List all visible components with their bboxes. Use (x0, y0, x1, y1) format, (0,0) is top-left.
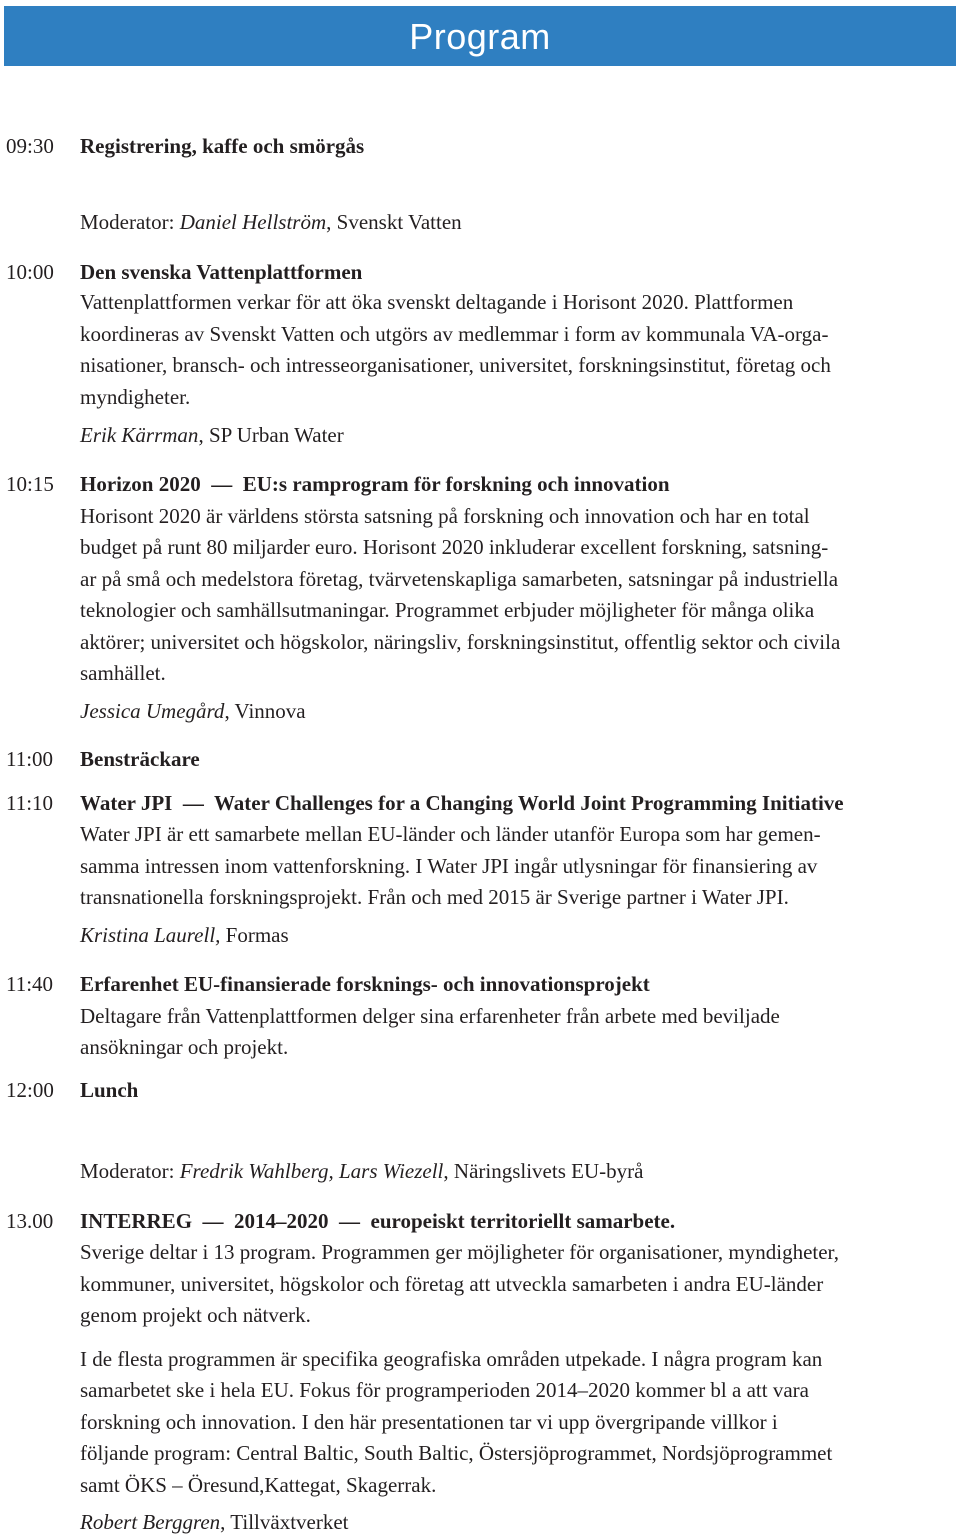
description-line: aktörer; universitet och högskolor, näringsliv, forskningsinstitut, offentlig sektor och civila (80, 630, 841, 654)
speaker-name: Robert Berggren (80, 1510, 221, 1534)
description-line: följande program: Central Baltic, South Baltic, Östersjöprogrammet, Nordsjöprogrammet (80, 1441, 833, 1465)
time-1200: 12:00 (6, 1078, 54, 1102)
header-banner (4, 6, 956, 66)
time-1140: 11:40 (6, 972, 54, 996)
speaker-name: Jessica Umegård (80, 699, 225, 723)
speaker-line (80, 919, 289, 951)
time-0930: 09:30 (6, 134, 54, 158)
item-title: Horizon 2020 — EU:s ramprogram för forskning och innovation (80, 472, 670, 496)
time-1100: 11:00 (6, 747, 54, 771)
description-line: koordineras av Svenskt Vatten och utgörs av medlemmar i form av kommunala VA-orga- (80, 322, 829, 346)
description-line: samhället. (80, 661, 166, 685)
time-1015: 10:15 (6, 472, 54, 496)
item-title: Water JPI — Water Challenges for a Changing World Joint Programming Initiative (80, 791, 844, 815)
description-line: I de flesta programmen är specifika geografiska områden utpekade. I några program kan (80, 1347, 823, 1371)
description-line: samt ÖKS – Öresund,Kattegat, Skagerrak. (80, 1473, 437, 1497)
item-title: Registrering, kaffe och smörgås (80, 134, 365, 158)
description-line: Vattenplattformen verkar för att öka svenskt deltagande i Horisont 2020. Plattformen (80, 290, 794, 314)
item-title: Bensträckare (80, 747, 200, 771)
item-title: Erfarenhet EU-finansierade forsknings- och innovationsprojekt (80, 972, 650, 996)
description-line: genom projekt och nätverk. (80, 1303, 311, 1327)
time-1300: 13.00 (6, 1209, 54, 1233)
description-line: transnationella forskningsprojekt. Från och med 2015 är Sverige partner i Water JPI. (80, 885, 789, 909)
description-line: Sverige deltar i 13 program. Programmen ger möjligheter för organisationer, myndigheter, (80, 1240, 839, 1264)
item-title: Lunch (80, 1078, 139, 1102)
speaker-line (80, 695, 306, 727)
description-line: Horisont 2020 är världens största satsning på forskning och innovation och har en total (80, 504, 810, 528)
description-line: samarbetet ske i hela EU. Fokus för programperioden 2014–2020 kommer bl a att vara (80, 1378, 809, 1402)
description-line: forskning och innovation. I den här presentationen tar vi upp övergripande villkor i (80, 1410, 778, 1434)
speaker-line (80, 1506, 349, 1538)
speaker-org: Formas (220, 923, 289, 947)
speaker-line (80, 419, 344, 451)
moderator-label: Moderator: (80, 210, 180, 234)
time-1110: 11:10 (6, 791, 54, 815)
description-line: kommuner, universitet, högskolor och företag att utveckla samarbeten i andra EU-länder (80, 1272, 824, 1296)
moderator-line (80, 206, 462, 238)
description-line: teknologier och samhällsutmaningar. Programmet erbjuder möjligheter för många olika (80, 598, 815, 622)
moderator-org: , Näringslivets EU-byrå (443, 1159, 644, 1183)
description-line: Deltagare från Vattenplattformen delger sina erfarenheter från arbete med beviljade (80, 1004, 780, 1028)
item-title: Den svenska Vattenplattformen (80, 260, 363, 284)
item-title: INTERREG — 2014–2020 — europeiskt territoriellt samarbete. (80, 1209, 676, 1233)
speaker-org: , Vinnova (224, 699, 306, 723)
moderator-label: Moderator: (80, 1159, 180, 1183)
description-line: ar på små och medelstora företag, tvärvetenskapliga samarbeten, satsningar på industriella (80, 567, 839, 591)
speaker-name: Kristina Laurell, (80, 923, 221, 947)
moderator-org: , Svenskt Vatten (326, 210, 462, 234)
speaker-org: , Tillväxtverket (220, 1510, 349, 1534)
page-title: Program (409, 16, 551, 57)
description-line: ansökningar och projekt. (80, 1035, 289, 1059)
speaker-name: Erik Kärrman (80, 423, 199, 447)
description-line: samma intressen inom vattenforskning. I Water JPI ingår utlysningar för finansiering av (80, 854, 818, 878)
description-line: Water JPI är ett samarbete mellan EU-länder och länder utanför Europa som har gemen- (80, 822, 821, 846)
moderator-name: Daniel Hellström (179, 210, 327, 234)
time-1000: 10:00 (6, 260, 54, 284)
moderator-line (80, 1155, 643, 1187)
moderator-name: Fredrik Wahlberg, Lars Wiezell (179, 1159, 444, 1183)
speaker-org: , SP Urban Water (198, 423, 344, 447)
description-line: budget på runt 80 miljarder euro. Horisont 2020 inkluderar excellent forskning, satsning- (80, 535, 829, 559)
description-line: myndigheter. (80, 385, 191, 409)
description-line: nisationer, bransch- och intresseorganisationer, universitet, forskningsinstitut, företag och (80, 353, 831, 377)
